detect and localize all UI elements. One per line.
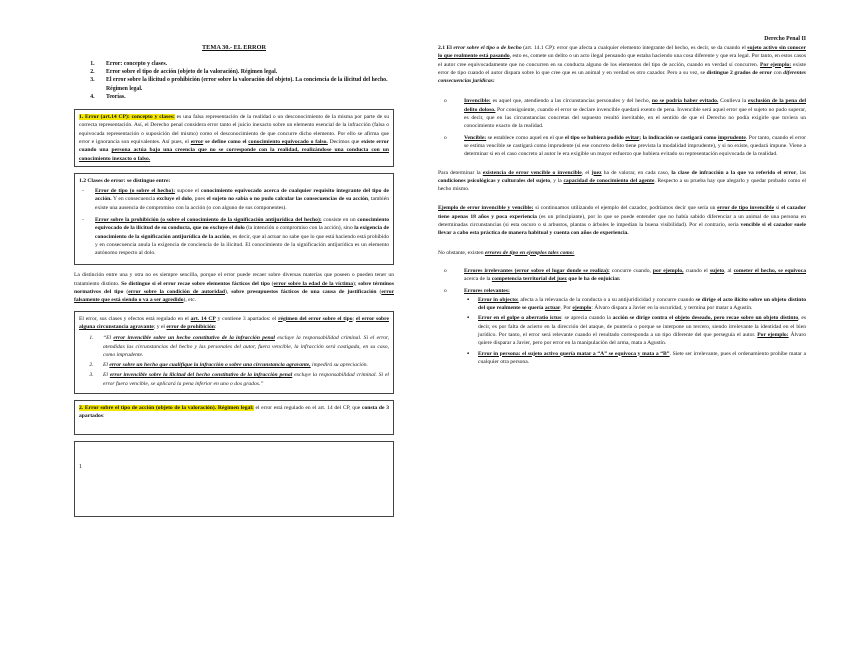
section-heading: 1. Error (art.14 CP): concepto y clases: — [79, 114, 175, 121]
concept-box — [74, 109, 394, 167]
list-item: - Error sobre la prohibición (o sobre el conocimiento de la significación antijurídica del hecho): consiste en un conocimiento equivocado de la ilicitud de su conducta, que no excluye el dolo (la intención o compromiso con la acción), sino la exigencia de conocimiento de la significación antijurídica de la acción, es decir, que al actuar no sabe que lo que está haciendo está prohibido y en consecuencia anula la exigencia de conciencia de la ilicitud. El conocimiento de la significación antijurídica es un elemento autónomo respecto al dolo. — [95, 216, 389, 257]
empty-box — [74, 441, 394, 517]
list-item: 2. El error sobre un hecho que cualifique la infracción o sobre una circunstancia agravante, impedirá su apreciación. — [95, 361, 389, 369]
regulation-box — [74, 311, 394, 394]
toc-item: 3. El error sobre la ilicitud o prohibición (error sobre la valoración del objeto). La conciencia de la ilicitud del hecho. Régimen legal. — [96, 76, 394, 92]
list-item: ▪ Error in persona: el sujeto activo quería matar a “A” se equivoca y mata a “B”. Siete ser irrelevante, pues el ordenamiento prohíbe matar a cualquier otra persona. — [478, 350, 806, 367]
list-item: ▪ Error en el golpe o aberratio ictus: se aprecia cuando la acción se dirige contra el objeto deseado, pero recae sobre un objeto distinto, es decir, es por falta de acierto en la dirección del ataque, de puntería o porque se interpone un tercero, siendo irrelevante la identidad en el bien jurídico. Por tanto, el error será relevante cuando el resultado corresponda a un tipo diferente del que perseguía el autor. Por ejemplo: Álvaro quiere disparar a Javier, pero por error en la manipulación del arma, mata a Agustín. — [478, 314, 806, 347]
toc-item: 1. Error: concepto y clases. — [96, 60, 394, 68]
determination-paragraph: Para determinar la existencia de error vencible o invencible, el juez ha de valorar, en cada caso, la clase de infracción a la que va referido el error, las condiciones psicológicas y culturales del sujeto, y la capacidad de conocimiento del agente. Respecto a su prueba hay que alegarlo y quedar probado como el hecho mismo. — [438, 169, 807, 193]
list-item: o Errores relevantes: ▪ Error in objecto: afecta a la relevancia de la conducta o a su antijuridicidad y concurre cuando se dirige el acto ilícito sobre un objeto distinto del que realmente se quería actuar. Por ejemplo: Álvaro dispara a Javier en la oscuridad, y termina por matar a Agustín. ▪ Error en el golpe o aberratio ictus: se aprecia cuando la acción se dirige contra el objeto deseado, pero recae sobre un objeto distinto, es decir, es por falta de acierto en la dirección del ataque, de puntería o porque se interpone un tercero, siendo irrelevante la identidad en el bien jurídico. Por tanto, el error será relevante cuando el resultado corresponda a un tipo diferente del que perseguía el autor. Por ejemplo: Álvaro quiere disparar a Javier, pero por error en la manipulación del arma, mata a Agustín. ▪ Error in persona: el sujeto activo quería matar a “A” se equivoca y mata a “B”. Siete ser irrelevante, pues el ordenamiento prohíbe matar a cualquier otra persona. — [464, 287, 806, 367]
list-item: - Error de tipo (o sobre el hecho): supone el conocimiento equivocado acerca de cualquier requisito integrante del tipo de acción. Y en consecuencia excluye el dolo, pues el sujeto no sabía o no pudo calcular las consecuencias de su acción, también existe una ausencia de compromiso con la acción (o con alguno de sus componentes). — [95, 187, 389, 212]
error-degrees-list — [438, 97, 806, 158]
nevertheless-paragraph: No obstante, existen errores de tipo en ejemplos tales como: — [438, 249, 575, 256]
list-item: ▪ Error in objecto: afecta a la relevancia de la conducta o a su antijuridicidad y concurre cuando se dirige el acto ilícito sobre un objeto distinto del que realmente se quería actuar. Por ejemplo: Álvaro dispara a Javier en la oscuridad, y termina por matar a Agustín. — [478, 296, 806, 313]
example-paragraph: Ejemplo de error invencible y vencible: si continuamos utilizando el ejemplo del cazador, podríamos decir que sería un error de tipo invencible si el cazador tiene apenas 18 años y poca experiencia (es un principiante), por lo que se puede entender que no había sabido diferenciar a un animal de una persona en determinadas circunstancias (si esta oscuro o si arbustos, plantas o árboles le impedían la buena visibilidad). Por el contrario, sería vencible si el cazador suele llevar a cabo esta práctica de manera habitual y cuenta con años de experiencia. — [438, 205, 807, 237]
list-item: o Invencible: es aquel que, atendiendo a las circunstancias personales y del hecho, no se podría haber evitado. Conlleva la exclusión de la pena del delito doloso. Por consiguiente, cuando el error se declare invencible quedará exento de pena. Invencible será aquel error que el sujeto no pudo superar, es decir, que en las circunstancias concretas del supuesto resultó inevitable, en el sentido de que el Derecho no podía exigirle que tuviera un conocimiento exacto de la realidad. — [464, 97, 806, 130]
right-page — [424, 0, 848, 655]
distinction-paragraph: La distinción entre una y otra no es siempre sencilla, porque el error puede recaer sobre diversas materias que poseen o pueden tener un tratamiento distinto. Se distingue si el error recae sobre elementos fácticos del tipo (error sobre la edad de la víctima); sobre términos normativos del tipo (error sobre la condición de autoridad), sobre presupuestos fácticos de una causa de justificación (error falsamente que está siendo o va a ser agredido), etc. — [74, 272, 394, 304]
document-title: TEMA 30.- EL ERROR — [201, 44, 267, 51]
list-item: o Vencible: se establece como aquel en el que el tipo se hubiera podido evitar; la indicación se castigará como imprudente. Por tanto, cuando el error se estima vencible se castigará como imprudente (si ese concreto delito tiene prevista la modalidad imprudente), y si no existe, quedará impune. Viene a determinar si en el caso concreto al autor le era exigible un mayor esfuerzo que hubiera evitado su representación equivocada de la realidad. — [464, 134, 806, 159]
classes-list — [79, 187, 389, 257]
type-errors-list — [438, 267, 806, 366]
section-2-box — [74, 400, 394, 435]
concept-paragraph: 1. Error (art.14 CP): concepto y clases: es una falsa representación de la realidad o un desconocimiento de la misma por parte de su correcta representación. Así, el Derecho penal considera error tanto el juicio inexacto sobre un elemento esencial de la infracción (falsa o equivocada representación o suposición del mismo) como el desconocimiento de que concurre dicho elemento. Por ello se afirma que error e ignorancia son equivalentes. Así pues, el error se define como el conocimiento equivocado o falso. Decimos que existe error cuando una persona actúa bajo una creencia que no se corresponde con la realidad, realizándose una conducta con un conocimiento inexacto o falso. — [79, 114, 390, 162]
section-heading: 1.2 Clases de error: se distingue entre: — [79, 177, 171, 184]
regulation-intro: El error, sus clases y efectos está regulado en el art. 14 CP y contiene 3 apartados: el régimen del error sobre el tipo; el error sobre alguna circunstancia agravante; y el error de prohibición: — [79, 315, 390, 330]
relevant-errors-list — [464, 296, 806, 366]
section-2-paragraph: 2. Error sobre el tipo de acción (objeto de la valoración). Régimen legal: el error está regulado en el art. 14 del CP, que consta de 3 apartados: — [79, 405, 389, 420]
list-item: 3. El error invencible sobre la ilicitud del hecho constitutivo de la infracción penal excluye la responsabilidad criminal. Si el error fuera vencible, se aplicará la pena inferior en uno o dos grados.” — [95, 371, 389, 388]
list-item: 1. “El error invencible sobre un hecho constitutivo de la infracción penal excluye la responsabilidad criminal. Si el error, atendidas las circunstancias del hecho y las personales del autor, fuera vencible, la infracción será castigada, en su caso, como imprudente. — [95, 334, 389, 359]
table-of-contents — [74, 60, 394, 101]
section-heading: 2. Error sobre el tipo de acción (objeto de la valoración). Régimen legal: — [79, 405, 254, 412]
classes-box — [74, 173, 394, 266]
type-error-paragraph: 2.1 El error sobre el tipo o de hecho (art. 14.1 CP): error que afecta a cualquier elemento integrante del hecho, es decir, se da cuando el sujeto activo sin conocer lo que realmente está pasando, esto es, comete un delito o un acto ilegal pensando que estaba haciendo una cosa diferente y que era legal. Por tanto, en estos casos el autor cree equivocadamente que no concurren en su conducta alguno de los elementos del tipo de acción, cuando en verdad sí concurren. Por ejemplo: existe error de tipo cuando el autor dispara sobre lo que cree que es un animal y en verdad es otro cazador. Pero a su vez, se distingue 2 grados de error con diferentes consecuencias jurídicas: — [438, 45, 806, 85]
toc-item: 4. Teorías. — [96, 93, 394, 101]
box-number: 1 — [79, 463, 82, 470]
article-quote-list — [79, 334, 389, 388]
list-item: o Errores irrelevantes (error sobre el lugar donde se realiza): concurre cuando, por ejemplo, cuando el sujeto, al cometer el hecho, se equivoca acerca de la competencia territorial del juez que le ha de enjuiciar. — [464, 267, 806, 284]
toc-item: 2. Error sobre el tipo de acción (objeto de la valoración). Régimen legal. — [96, 68, 394, 76]
running-header: Derecho Penal II — [764, 36, 806, 42]
